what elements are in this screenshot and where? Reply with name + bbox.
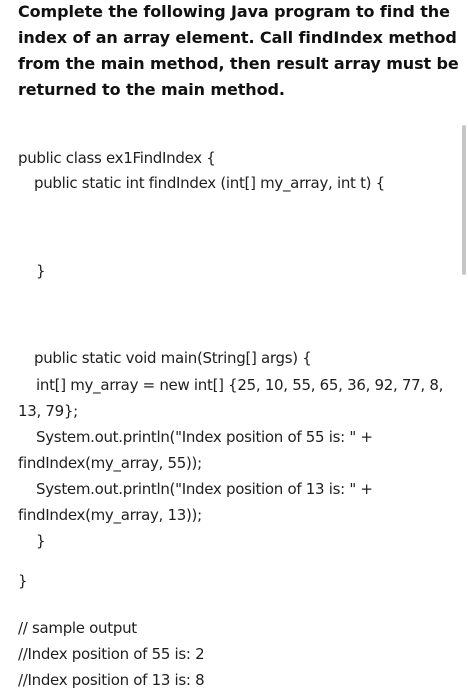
main-declaration: public static void main(String[] args) {: [34, 349, 312, 367]
method-declaration: public static int findIndex (int[] my_array, int t) {: [34, 174, 385, 192]
class-declaration: public class ex1FindIndex {: [18, 149, 216, 167]
array-line-2: 13, 79};: [18, 402, 78, 420]
println-13-line-1: System.out.println("Index position of 13 is: " +: [36, 480, 373, 498]
println-55-line-2: findIndex(my_array, 55));: [18, 454, 202, 472]
question-line-1: Complete the following Java program to find the: [18, 2, 450, 21]
class-close-brace: }: [18, 572, 28, 590]
method-close-brace: }: [36, 262, 46, 280]
println-55-line-1: System.out.println("Index position of 55 is: " +: [36, 428, 373, 446]
sample-output-comment: // sample output: [18, 619, 137, 637]
println-13-line-2: findIndex(my_array, 13));: [18, 506, 202, 524]
sample-output-line-2: //Index position of 13 is: 8: [18, 671, 205, 689]
question-line-3: from the main method, then result array must be: [18, 54, 459, 73]
question-line-4: returned to the main method.: [18, 80, 285, 99]
array-line-1: int[] my_array = new int[] {25, 10, 55, 65, 36, 92, 77, 8,: [36, 376, 444, 394]
question-line-2: index of an array element. Call findIndex method: [18, 28, 457, 47]
sample-output-line-1: //Index position of 55 is: 2: [18, 645, 205, 663]
main-close-brace: }: [36, 532, 46, 550]
vertical-scrollbar-thumb[interactable]: [462, 125, 466, 275]
